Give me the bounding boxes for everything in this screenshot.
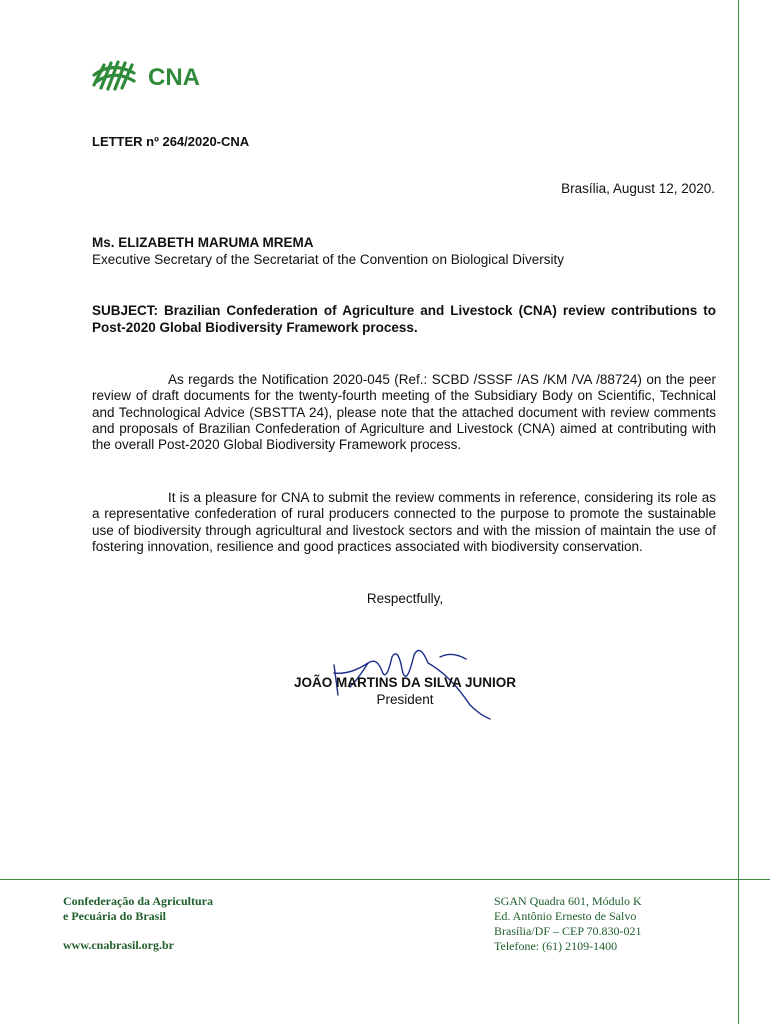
closing-salutation: Respectfully,: [366, 591, 444, 606]
footer-address-line-1: SGAN Quadra 601, Módulo K: [494, 894, 642, 908]
footer-org-line-1: Confederação da Agricultura: [63, 894, 213, 908]
footer-address-line-2: Ed. Antônio Ernesto de Salvo: [494, 909, 637, 923]
body-paragraph-1: As regards the Notification 2020-045 (Ref.: SCBD /SSSF /AS /KM /VA /88724) on the peer review of draft documents for the twenty-fourth meeting of the Subsidiary Body on Scientific, Technical and Technological Advice (SBSTTA 24), please note that the attached document with review comments and proposals of Brazilian Confederation of Agriculture and Livestock (CNA) aimed at contributing with the overall Post-2020 Global Biodiversity Framework process.: [92, 372, 716, 453]
body-paragraph-2: It is a pleasure for CNA to submit the review comments in reference, considering its role as a representative confederation of rural producers connected to the purpose to promote the sustainable use of biodiversity through agricultural and livestock sectors and with the mission of maintain the use of fostering innovation, resilience and good practices associated with biodiversity conservation.: [92, 490, 716, 554]
letter-date: Brasília, August 12, 2020.: [561, 181, 715, 196]
footer-org-line-2: e Pecuária do Brasil: [63, 909, 166, 923]
footer-website-link[interactable]: www.cnabrasil.org.br: [63, 938, 174, 952]
footer-organization: [63, 894, 213, 953]
addressee-name: Ms. ELIZABETH MARUMA MREMA: [92, 235, 314, 250]
signer-title: President: [376, 692, 434, 707]
subject-line: SUBJECT: Brazilian Confederation of Agriculture and Livestock (CNA) review contributions to Post-2020 Global Biodiversity Framework process.: [92, 303, 716, 335]
right-margin-rule: [738, 0, 739, 1024]
leaf-mark-icon: [94, 62, 134, 89]
signer-name: JOÃO MARTINS DA SILVA JUNIOR: [293, 675, 516, 690]
logo-wordmark: CNA: [148, 64, 200, 91]
letter-number: LETTER nº 264/2020-CNA: [92, 134, 250, 149]
footer-address: [494, 894, 642, 954]
addressee-block: [92, 234, 716, 268]
footer-address-line-3: Brasília/DF – CEP 70.830-021: [494, 924, 642, 938]
cna-logo: [90, 55, 220, 95]
footer-phone: Telefone: (61) 2109-1400: [494, 939, 618, 953]
addressee-title: Executive Secretary of the Secretariat of the Convention on Biological Diversity: [92, 252, 564, 267]
footer-divider: [0, 879, 770, 880]
